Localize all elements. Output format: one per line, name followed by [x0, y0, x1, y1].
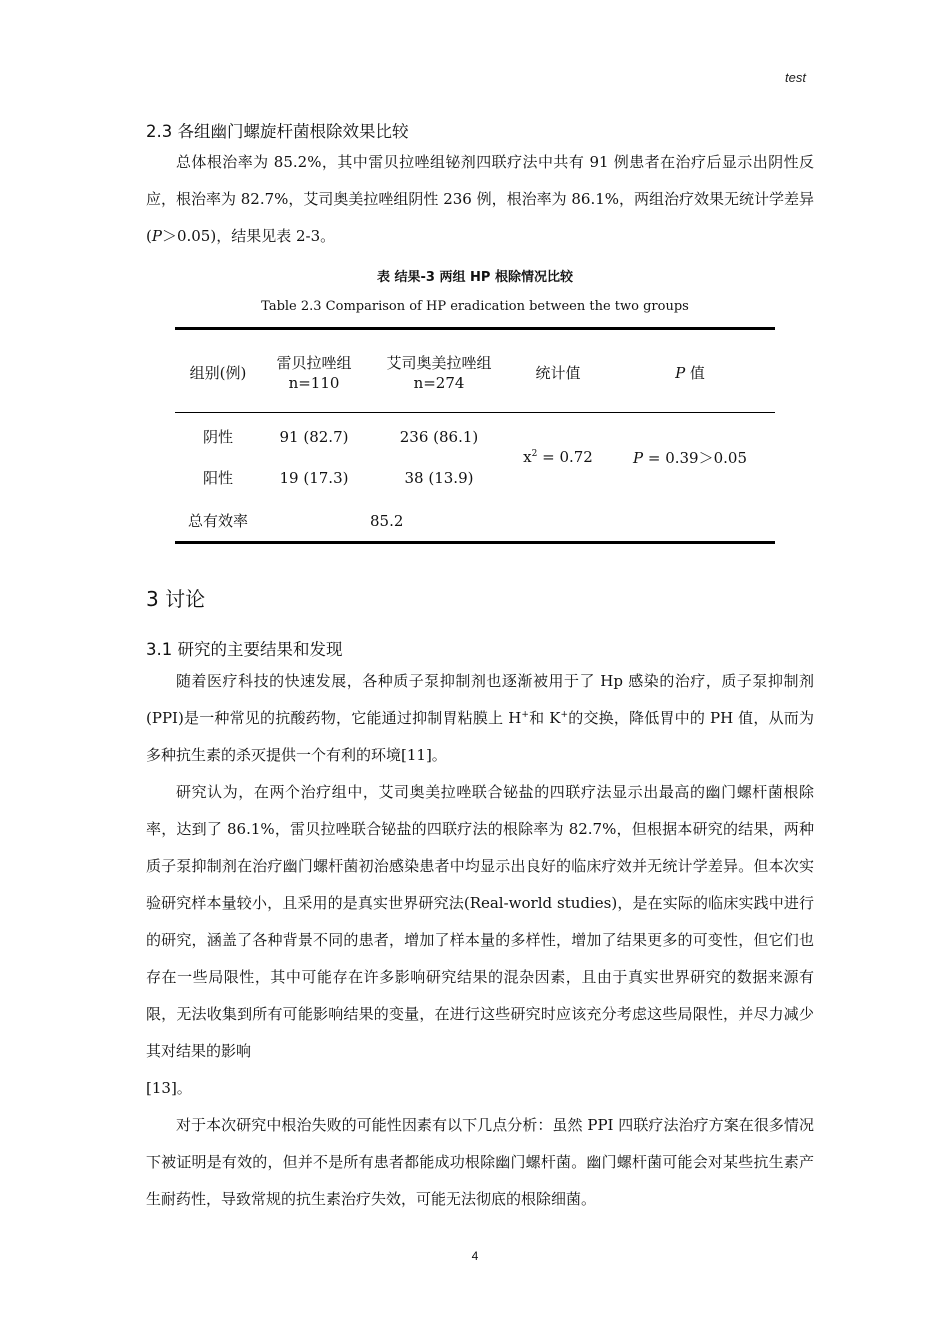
chi-superscript: 2: [531, 449, 538, 459]
header-esomeprazole: [370, 353, 508, 393]
row-positive-label: 阳性: [202, 469, 233, 487]
chi-square-value: [510, 447, 606, 467]
header-esomeprazole-n: n=274: [413, 374, 465, 392]
p-result-number: = 0.39＞0.05: [643, 449, 747, 467]
header-statistic: 统计值: [535, 364, 581, 382]
section-2-3-heading: 2.3 各组幽门螺旋杆菌根除效果比较: [146, 122, 409, 141]
header-rabeprazole-n: n=110: [288, 374, 340, 392]
header-p-italic: P: [675, 364, 686, 382]
row-positive-rabeprazole: 19 (17.3): [279, 469, 349, 487]
header-p-rest: 值: [685, 364, 705, 382]
p1-sup-k: +: [560, 710, 569, 720]
header-rabeprazole-name: 雷贝拉唑组: [276, 354, 352, 372]
table-caption-en: Table 2.3 Comparison of HP eradication between the two groups: [261, 299, 689, 314]
table-caption-cn: 表 结果-3 两组 HP 根除情况比较: [377, 270, 573, 285]
section-3-1-heading: 3.1 研究的主要结果和发现: [146, 640, 343, 659]
header-p-value: [615, 363, 765, 383]
p1-text-b: 和 K: [528, 709, 561, 727]
section-3-1-paragraph-2: 研究认为，在两个治疗组中，艾司奥美拉唑联合铋盐的四联疗法显示出最高的幽门螺杆菌根除率，达到了 86.1%，雷贝拉唑联合铋盐的四联疗法的根除率为 82.7%，但根据本研究的结果，两种质子泵抑制剂在治疗幽门螺杆菌初治感染患者中均显示出良好的临床疗效并无统计学差异。但本次实验研究样本量较小，且采用的是真实世界研究法(Real-world studies)，是在实际的临床实践中进行的研究，涵盖了各种背景不同的患者，增加了样本量的多样性，增加了结果更多的可变性，但它们也存在一些局限性，其中可能存在许多影响研究结果的混杂因素，且由于真实世界研究的数据来源有限，无法收集到所有可能影响结果的变量，在进行这些研究时应该充分考虑这些局限性，并尽力减少其对结果的影响: [146, 783, 814, 1060]
row-negative-label: 阴性: [202, 428, 233, 446]
p-value-result: [615, 448, 765, 468]
total-efficacy-value: 85.2: [370, 512, 404, 530]
chi-base: x: [523, 448, 532, 466]
total-efficacy-label: 总有效率: [187, 512, 248, 530]
p1-text-a: 随着医疗科技的快速发展，各种质子泵抑制剂也逐渐被用于了 Hp 感染的治疗，质子泵抑制剂(PPI)是一种常见的抗酸药物，它能通过抑制胃粘膜上 H: [146, 672, 814, 727]
chi-number: = 0.72: [537, 448, 593, 466]
header-tag: test: [785, 70, 806, 85]
p-result-italic: P: [633, 449, 644, 467]
p-symbol: P: [151, 227, 162, 245]
section-3-1-paragraph-2-citation: [13]。: [146, 1079, 192, 1097]
header-rabeprazole: [262, 353, 366, 393]
table-top-rule: [175, 327, 775, 330]
section-3-1-paragraph-3: 对于本次研究中根治失败的可能性因素有以下几点分析：虽然 PPI 四联疗法治疗方案在很多情况下被证明是有效的，但并不是所有患者都能成功根除幽门螺杆菌。幽门螺杆菌可能会对某些抗生素产生耐药性，导致常规的抗生素治疗失效，可能无法彻底的根除细菌。: [146, 1116, 814, 1208]
p1-sup-h: +: [521, 710, 529, 720]
page-number: 4: [471, 1249, 479, 1263]
section-3-heading: 3 讨论: [146, 587, 206, 611]
row-negative-rabeprazole: 91 (82.7): [279, 428, 349, 446]
header-esomeprazole-name: 艾司奥美拉唑组: [386, 354, 492, 372]
section-2-3-paragraph: [146, 144, 814, 255]
table-bottom-rule: [175, 541, 775, 544]
p1-text-c: 的交换，降低胃中的 PH 值，从而为多种抗生素的杀灭提供一个有利的环境[11]。: [146, 709, 814, 764]
section-3-1-paragraph-1: [146, 663, 814, 774]
para-text-a: 总体根治率为 85.2%，其中雷贝拉唑组铋剂四联疗法中共有 91 例患者在治疗后显示出阴性反应，根治率为 82.7%，艾司奥美拉唑组阴性 236 例，根治率为 86.1%，两组治疗效果无统计学差异(: [146, 153, 815, 245]
row-negative-esomeprazole: 236 (86.1): [399, 428, 479, 446]
para-text-b: ＞0.05)，结果见表 2-3。: [161, 227, 336, 245]
row-positive-esomeprazole: 38 (13.9): [404, 469, 474, 487]
header-group: 组别(例): [189, 364, 247, 382]
table-header-rule: [175, 412, 775, 413]
